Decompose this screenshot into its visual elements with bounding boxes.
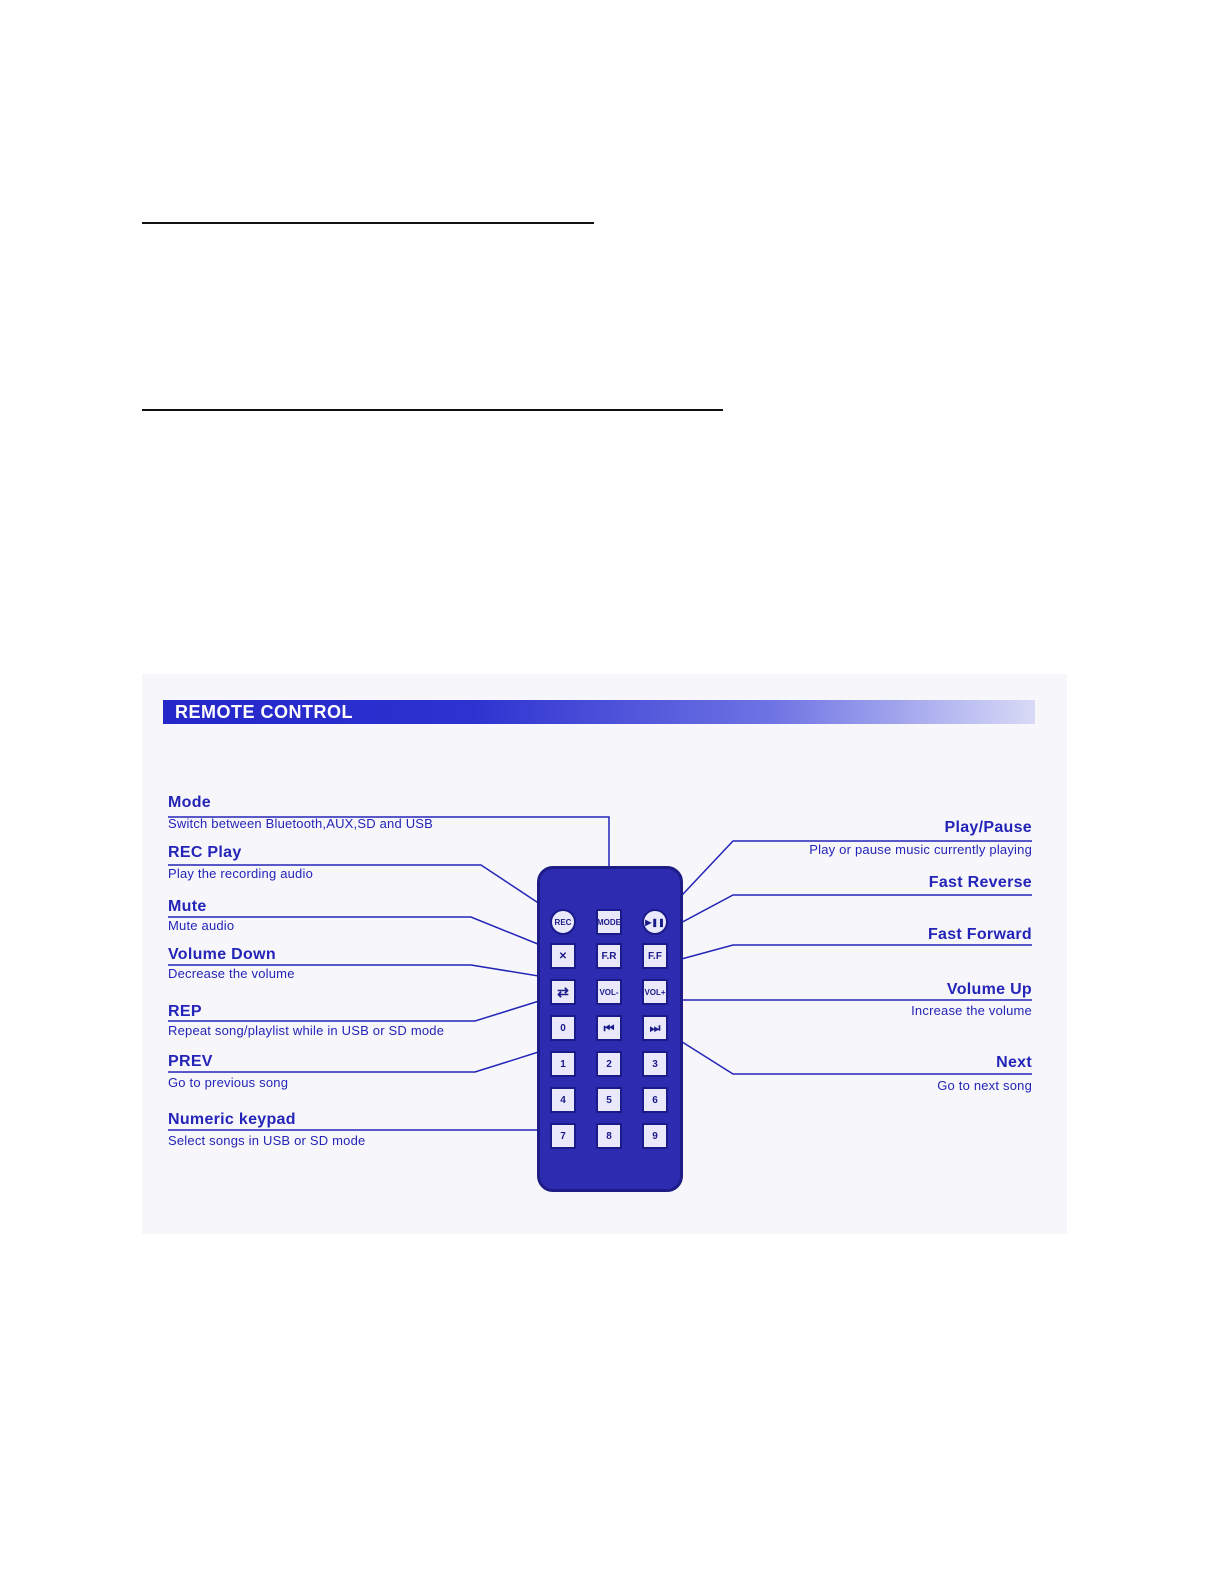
key-0-button[interactable]: 0 xyxy=(550,1015,576,1041)
label-title: Fast Forward xyxy=(927,926,1032,943)
label-title: Next xyxy=(996,1054,1032,1071)
leader-ff xyxy=(663,945,1032,964)
mode-button[interactable]: MODE xyxy=(596,909,622,935)
label-desc: Go to next song xyxy=(937,1078,1032,1093)
rec-button[interactable]: REC xyxy=(550,909,576,935)
key-5-button[interactable]: 5 xyxy=(596,1087,622,1113)
remote-body xyxy=(537,866,683,1192)
label-desc: Go to previous song xyxy=(168,1075,289,1090)
label-title: Numeric keypad xyxy=(168,1111,296,1128)
section-title: REMOTE CONTROL xyxy=(175,702,353,722)
label-volume-up xyxy=(911,981,1032,1018)
label-prev xyxy=(168,1053,288,1090)
key-4-button[interactable]: 4 xyxy=(550,1087,576,1113)
key-2-button[interactable]: 2 xyxy=(596,1051,622,1077)
label-title: Play/Pause xyxy=(944,819,1032,836)
label-title: Fast Reverse xyxy=(928,874,1032,891)
label-title: REP xyxy=(168,1003,202,1020)
mute-icon: ✕ xyxy=(558,950,568,962)
label-desc: Switch between Bluetooth,AUX,SD and USB xyxy=(168,816,434,831)
previous-button[interactable]: ⏮ xyxy=(596,1015,622,1041)
label-next xyxy=(937,1054,1032,1093)
label-desc: Play or pause music currently playing xyxy=(809,842,1032,857)
label-desc: Increase the volume xyxy=(911,1003,1032,1018)
key-7-button[interactable]: 7 xyxy=(550,1123,576,1149)
fast-reverse-button[interactable]: F.R xyxy=(596,943,622,969)
repeat-button[interactable]: ⇄ xyxy=(550,979,576,1005)
label-fast-reverse xyxy=(929,874,1032,892)
label-fast-forward xyxy=(928,926,1032,944)
volume-up-button[interactable]: VOL+ xyxy=(642,979,668,1005)
label-desc: Decrease the volume xyxy=(168,966,295,981)
label-desc: Mute audio xyxy=(168,918,235,933)
label-rep xyxy=(168,1003,444,1038)
mute-button[interactable] xyxy=(550,943,576,969)
label-title: PREV xyxy=(168,1053,213,1070)
label-mute xyxy=(168,898,234,933)
label-title: Volume Up xyxy=(946,981,1032,998)
label-title: Volume Down xyxy=(168,946,276,963)
play-pause-button[interactable]: ▶❚❚ xyxy=(642,909,668,935)
label-title: Mute xyxy=(168,898,207,915)
key-3-button[interactable]: 3 xyxy=(642,1051,668,1077)
label-desc: Select songs in USB or SD mode xyxy=(168,1133,366,1148)
key-8-button[interactable]: 8 xyxy=(596,1123,622,1149)
fast-forward-button[interactable]: F.F xyxy=(642,943,668,969)
label-numeric-keypad xyxy=(168,1111,365,1148)
label-mode xyxy=(168,794,433,831)
label-desc: Repeat song/playlist while in USB or SD mode xyxy=(168,1023,445,1038)
label-title: Mode xyxy=(168,794,211,811)
key-6-button[interactable]: 6 xyxy=(642,1087,668,1113)
volume-down-button[interactable]: VOL- xyxy=(596,979,622,1005)
label-play-pause xyxy=(809,819,1032,857)
label-desc: Play the recording audio xyxy=(168,866,314,881)
label-volume-down xyxy=(168,946,295,981)
label-title: REC Play xyxy=(168,844,242,861)
label-rec-play xyxy=(168,844,313,881)
key-9-button[interactable]: 9 xyxy=(642,1123,668,1149)
next-button[interactable]: ⏭ xyxy=(642,1015,668,1041)
key-1-button[interactable]: 1 xyxy=(550,1051,576,1077)
